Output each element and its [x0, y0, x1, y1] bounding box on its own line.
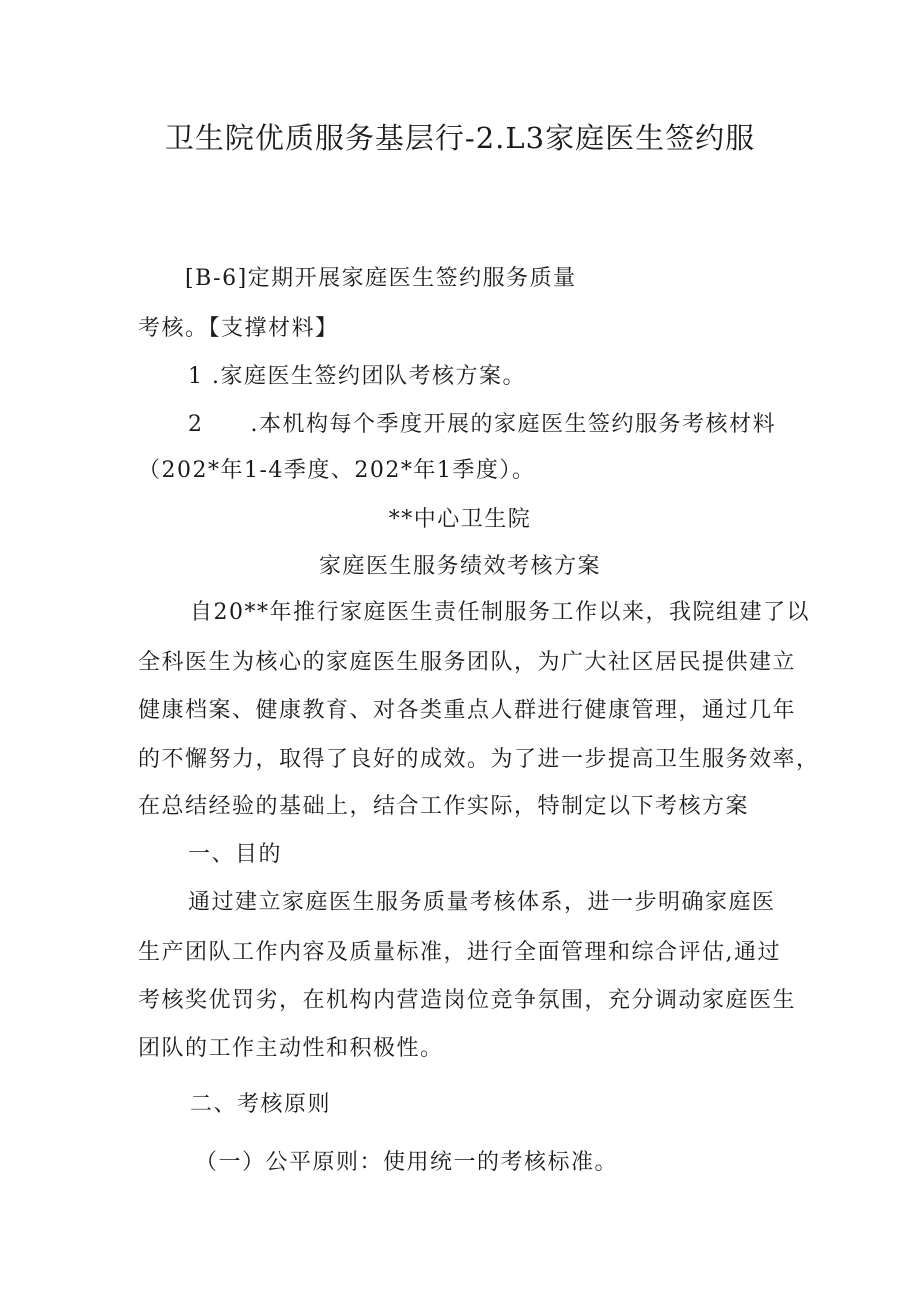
- intro-line-1: 自20**年推行家庭医生责任制服务工作以来，我院组建了以: [190, 600, 810, 625]
- material-item-1: 1 .家庭医生签约团队考核方案。: [188, 364, 526, 389]
- purpose-line-1: 通过建立家庭医生服务质量考核体系，进一步明确家庭医: [188, 890, 776, 915]
- purpose-line-2: 生产团队工作内容及质量标准，进行全面管理和综合评估,通过: [138, 940, 781, 965]
- plan-title: 家庭医生服务绩效考核方案: [318, 554, 601, 579]
- intro-line-5: 在总结经验的基础上，结合工作实际，特制定以下考核方案: [138, 794, 750, 819]
- item-code-line: [B-6]定期开展家庭医生签约服务质量: [185, 266, 577, 291]
- section-heading-purpose: 一、目的: [188, 842, 283, 867]
- intro-line-2: 全科医生为核心的家庭医生服务团队，为广大社区居民提供建立: [138, 650, 797, 675]
- org-name: **中心卫生院: [388, 507, 532, 532]
- intro-line-4: 的不懈努力，取得了良好的成效。为了进一步提高卫生服务效率，: [138, 747, 820, 772]
- item-support-line: 考核。【支撑材料】: [138, 316, 339, 341]
- purpose-line-3: 考核奖优罚劣，在机构内营造岗位竞争氛围，充分调动家庭医生: [138, 988, 797, 1013]
- intro-line-3: 健康档案、健康教育、对各类重点人群进行健康管理，通过几年: [138, 698, 797, 723]
- document-title: 卫生院优质服务基层行-2.L3家庭医生签约服: [164, 121, 756, 155]
- purpose-line-4: 团队的工作主动性和积极性。: [138, 1036, 444, 1061]
- material-item-2-cont: （202*年1-4季度、202*年1季度）。: [138, 458, 536, 483]
- material-item-2: 2 .本机构每个季度开展的家庭医生签约服务考核材料: [188, 412, 776, 437]
- principle-fairness: （一）公平原则：使用统一的考核标准。: [195, 1150, 619, 1175]
- section-heading-principles: 二、考核原则: [190, 1092, 332, 1117]
